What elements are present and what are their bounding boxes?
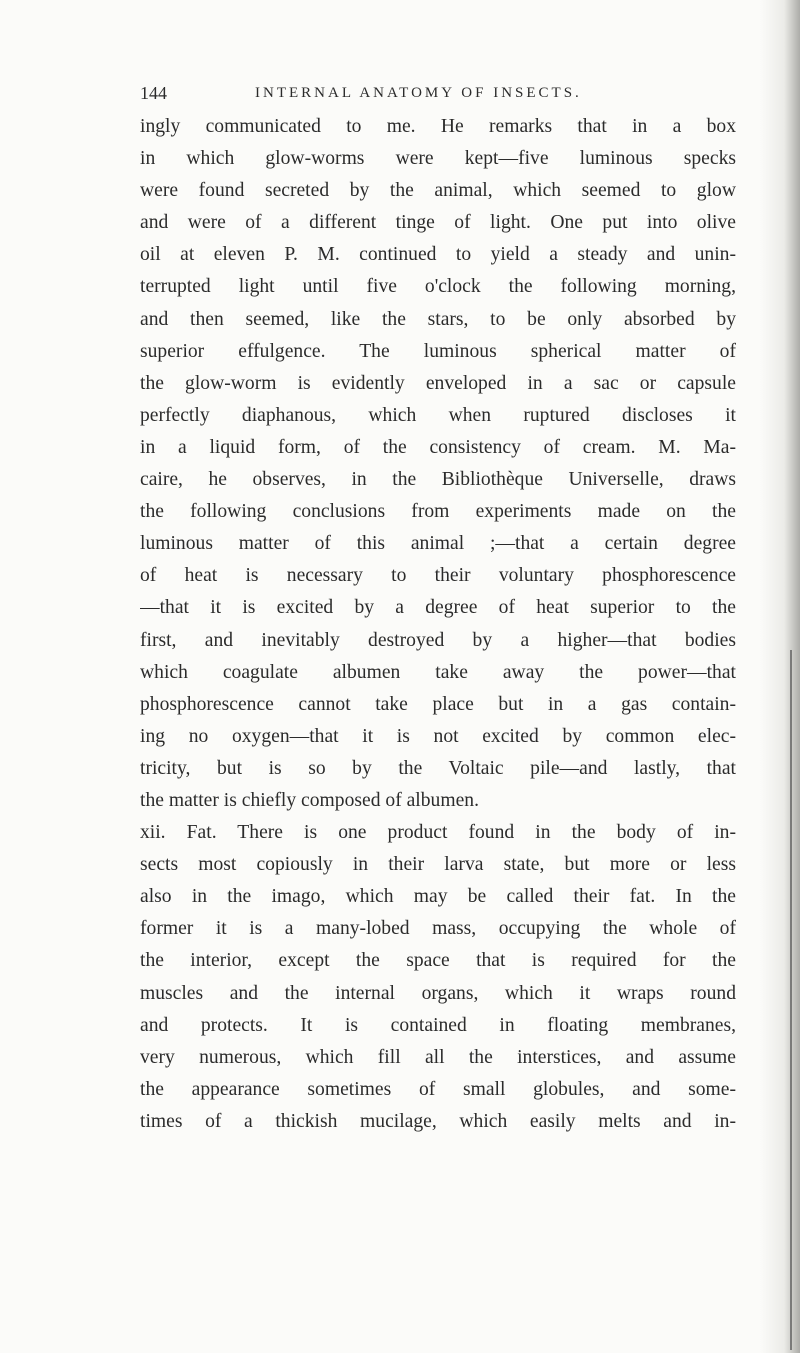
- body-text: [140, 111, 736, 1138]
- text-line: times of a thickish mucilage, which easily melts and in-: [140, 1110, 736, 1132]
- text-line: sects most copiously in their larva state, but more or less: [140, 854, 736, 876]
- text-line: the interior, except the space that is required for the: [140, 950, 736, 972]
- text-line: in which glow-worms were kept—five luminous specks: [140, 148, 736, 170]
- text-line: superior effulgence. The luminous spherical matter of: [140, 340, 736, 362]
- text-line: were found secreted by the animal, which seemed to glow: [140, 180, 736, 202]
- text-line: of heat is necessary to their voluntary phosphorescence: [140, 565, 736, 587]
- text-line: and protects. It is contained in floating membranes,: [140, 1014, 736, 1036]
- text-line: muscles and the internal organs, which it wraps round: [140, 982, 736, 1004]
- text-line: oil at eleven P. M. continued to yield a steady and unin-: [140, 244, 736, 266]
- page-gutter-edge: [790, 650, 792, 1350]
- text-line: ing no oxygen—that it is not excited by common elec-: [140, 725, 736, 747]
- text-line: in a liquid form, of the consistency of cream. M. Ma-: [140, 436, 736, 458]
- text-line: very numerous, which fill all the interstices, and assume: [140, 1046, 736, 1068]
- text-line: the matter is chiefly composed of albumen.: [140, 789, 479, 811]
- page-gutter-shadow: [760, 0, 800, 1353]
- text-line: luminous matter of this animal ;—that a certain degree: [140, 533, 736, 555]
- text-line: —that it is excited by a degree of heat superior to the: [140, 597, 736, 619]
- text-line: tricity, but is so by the Voltaic pile—and lastly, that: [140, 757, 736, 779]
- text-line: also in the imago, which may be called their fat. In the: [140, 886, 736, 908]
- text-line: ingly communicated to me. He remarks that in a box: [140, 116, 736, 137]
- text-line: perfectly diaphanous, which when ruptured discloses it: [140, 404, 736, 426]
- running-head: [140, 80, 680, 106]
- text-line: phosphorescence cannot take place but in a gas contain-: [140, 693, 736, 715]
- page-number: 144: [140, 83, 167, 103]
- text-line: and then seemed, like the stars, to be only absorbed by: [140, 308, 736, 330]
- text-line: the appearance sometimes of small globules, and some-: [140, 1078, 736, 1100]
- text-line: xii. Fat. There is one product found in the body of in-: [140, 822, 736, 844]
- text-line: the glow-worm is evidently enveloped in a sac or capsule: [140, 372, 736, 394]
- text-line: which coagulate albumen take away the power—that: [140, 661, 736, 683]
- text-line: and were of a different tinge of light. One put into olive: [140, 212, 736, 234]
- text-line: terrupted light until five o'clock the following morning,: [140, 276, 736, 298]
- text-line: the following conclusions from experiments made on the: [140, 501, 736, 523]
- text-line: former it is a many-lobed mass, occupying the whole of: [140, 918, 736, 940]
- text-line: caire, he observes, in the Bibliothèque Universelle, draws: [140, 469, 736, 491]
- text-line: first, and inevitably destroyed by a higher—that bodies: [140, 629, 736, 651]
- running-title: INTERNAL ANATOMY OF INSECTS.: [255, 85, 582, 101]
